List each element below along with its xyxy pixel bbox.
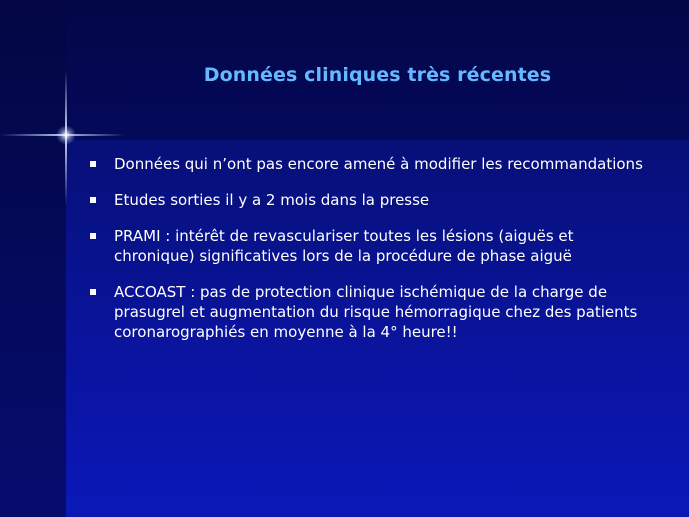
- square-bullet-icon: [90, 161, 96, 167]
- sparkle-icon: [56, 126, 76, 144]
- slide-left-band: [0, 0, 66, 517]
- square-bullet-icon: [90, 197, 96, 203]
- square-bullet-icon: [90, 289, 96, 295]
- bullet-text: PRAMI : intérêt de revasculariser toutes les lésions (aiguës et chronique) significatives lors de la procédure de phase aiguë: [114, 227, 574, 265]
- bullet-item: [88, 154, 658, 174]
- bullet-text: Données qui n’ont pas encore amené à modifier les recommandations: [114, 155, 643, 173]
- bullet-list: [88, 154, 658, 358]
- slide-title: Données cliniques très récentes: [203, 64, 552, 86]
- bullet-text: Etudes sorties il y a 2 mois dans la presse: [114, 191, 430, 209]
- bullet-item: [88, 226, 658, 266]
- bullet-item: [88, 190, 658, 210]
- square-bullet-icon: [90, 233, 96, 239]
- bullet-text: ACCOAST : pas de protection clinique ischémique de la charge de prasugrel et augmentation du risque hémorragique chez des patients coronarographiés en moyenne à la 4° heure!!: [114, 283, 638, 341]
- bullet-item: [88, 282, 658, 342]
